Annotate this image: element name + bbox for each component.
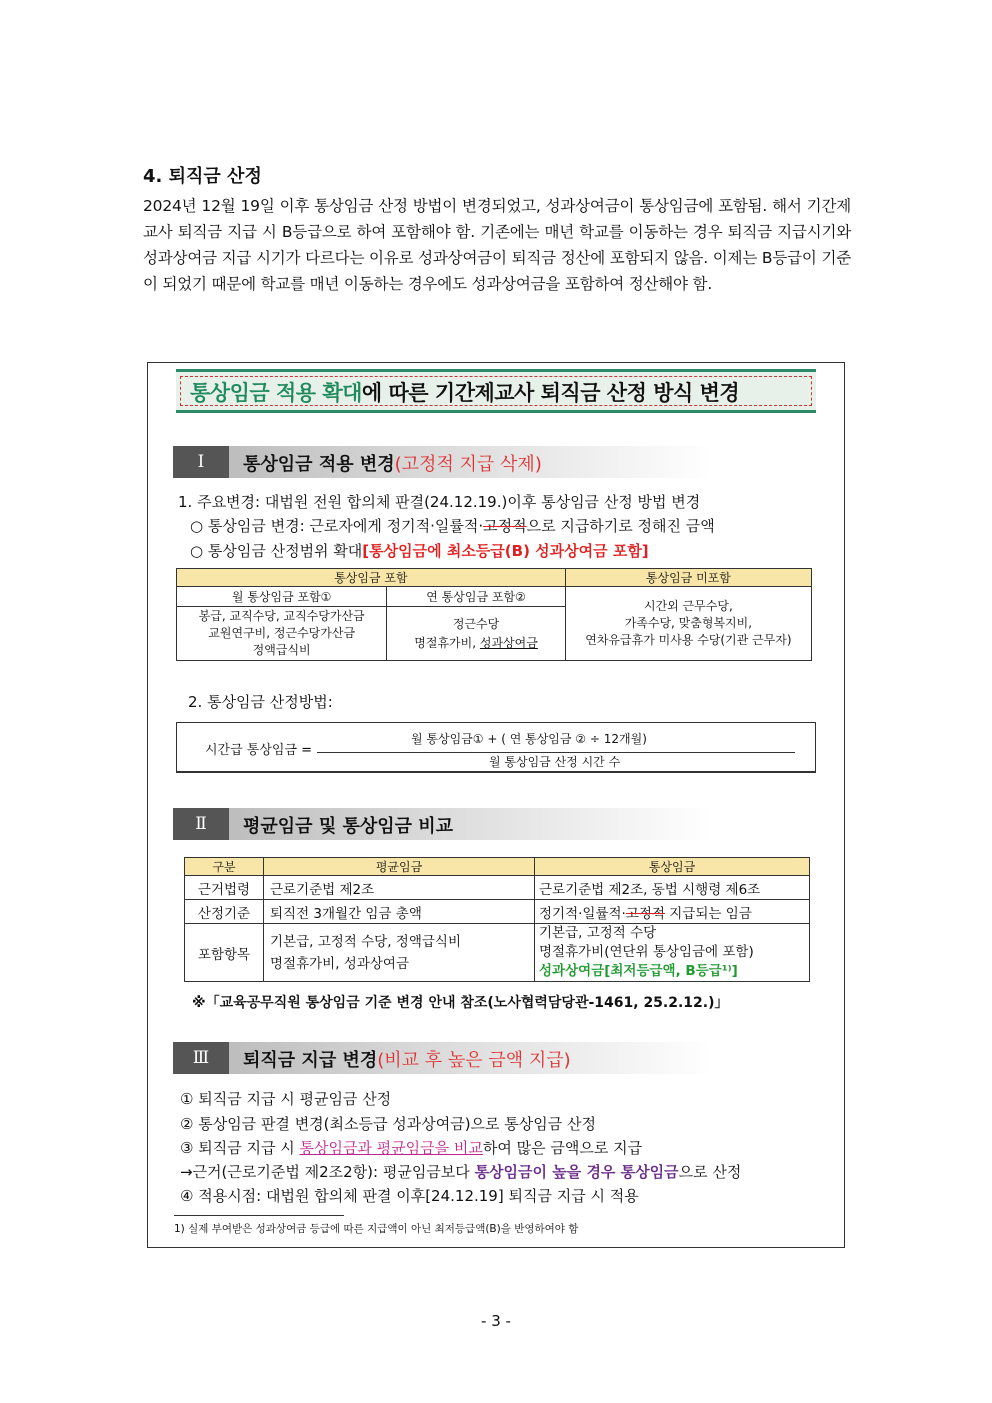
formula-denominator: 월 통상임금 산정 시간 수 <box>489 755 621 769</box>
header-category: 구분 <box>185 858 264 876</box>
header-monthly: 월 통상임금 포함① <box>177 587 387 607</box>
section-3-header <box>173 1042 713 1074</box>
definition-line: ○ 통상임금 변경: 근로자에게 정기적·일률적·고정적으로 지급하기로 정해진 금액 <box>190 517 715 535</box>
header-ordinary-wage: 통상임금 <box>535 858 810 876</box>
formula-lhs: 시간급 통상임금 = <box>205 743 313 758</box>
step-4: ④ 적용시점: 대법원 합의체 판결 이후[24.12.19] 퇴직금 지급 시 적용 <box>180 1187 639 1205</box>
section-3-number: Ⅲ <box>173 1042 229 1074</box>
cell-ordinary: 정기적·일률적·고정적 지급되는 임금 <box>535 900 810 924</box>
banner-title: 통상임금 적용 확대에 따른 기간제교사 퇴직금 산정 방식 변경 <box>190 381 740 405</box>
intro-paragraph: 2024년 12월 19일 이후 통상임금 산정 방법이 변경되었고, 성과상여금이 통상임금에 포함됨. 해서 기간제교사 퇴직금 지급 시 B등급으로 하여 포함해야 함. 기존에는 매년 학교를 이동하는 경우 퇴직금 지급시기와 성과상여금 지급 시기가 다르다는 이유로 성과상여금이 퇴직금 정산에 포함되지 않음. 이제는 B등급이 기준이 되었기 때문에 학교를 매년 이동하는 경우에도 성과상여금을 포함하여 정산해야 함. <box>143 197 851 293</box>
page-number: - 3 - <box>481 1312 511 1330</box>
section-1-header <box>173 446 713 478</box>
step-3: ③ 퇴직금 지급 시 통상임금과 평균임금을 비교하여 많은 금액으로 지급 <box>180 1139 643 1157</box>
step-2: ② 통상임금 판결 변경(최소등급 성과상여금)으로 통상임금 산정 <box>180 1115 597 1133</box>
section-2-header <box>173 808 713 840</box>
excluded-items: 시간외 근무수당, 가족수당, 맞춤형복지비, 연차유급휴가 미사용 수당(기관 근무자) <box>565 587 811 661</box>
cell-average: 퇴직전 3개월간 임금 총액 <box>264 900 535 924</box>
cell-ordinary: 기본급, 고정적 수당 명절휴가비(연단위 통상임금에 포함) 성과상여금[최저등급액, B등급¹⁾] <box>535 924 810 982</box>
wage-inclusion-table <box>176 568 812 661</box>
section-1-title: 통상임금 적용 변경(고정적 지급 삭제) <box>243 454 542 475</box>
row-label: 산정기준 <box>185 900 264 924</box>
section-heading: 4. 퇴직금 산정 <box>143 166 262 187</box>
cell-average: 근로기준법 제2조 <box>264 876 535 900</box>
scope-line: ○ 통상임금 산정범위 확대[통상임금에 최소등급(B) 성과상여금 포함] <box>190 542 649 560</box>
section-3-title: 퇴직금 지급 변경(비교 후 높은 금액 지급) <box>243 1050 571 1071</box>
section-2-title: 평균임금 및 통상임금 비교 <box>243 816 454 837</box>
legal-basis: →근거(근로기준법 제2조2항): 평균임금보다 통상임금이 높을 경우 통상임금으로 산정 <box>180 1163 742 1181</box>
yearly-items: 정근수당 명절휴가비, 성과상여금 <box>387 607 565 661</box>
formula-numerator: 월 통상임금① + ( 연 통상임금 ② ÷ 12개월) <box>411 732 647 746</box>
hourly-wage-formula <box>176 722 816 773</box>
header-yearly: 연 통상임금 포함② <box>387 587 565 607</box>
section-2-number: Ⅱ <box>173 808 229 840</box>
header-excluded: 통상임금 미포함 <box>565 569 811 587</box>
reference-note: ※「교육공무직원 통상임금 기준 변경 안내 참조(노사협력담당관-1461, 25.2.12.)」 <box>192 995 729 1011</box>
method-line: 2. 통상임금 산정방법: <box>188 693 333 711</box>
row-label: 포함항목 <box>185 924 264 982</box>
main-change-line: 1. 주요변경: 대법원 전원 합의체 판결(24.12.19.)이후 통상임금 산정 방법 변경 <box>178 493 701 511</box>
section-1-number: Ⅰ <box>173 446 229 478</box>
infographic-box <box>147 362 845 1248</box>
cell-ordinary: 근로기준법 제2조, 동법 시행령 제6조 <box>535 876 810 900</box>
monthly-items: 봉급, 교직수당, 교직수당가산금 교원연구비, 정근수당가산금 정액급식비 <box>177 607 387 661</box>
row-label: 근거법령 <box>185 876 264 900</box>
wage-comparison-table <box>184 857 810 982</box>
cell-average: 기본급, 고정적 수당, 정액급식비 명절휴가비, 성과상여금 <box>264 924 535 982</box>
banner <box>176 369 816 413</box>
footnote: 1) 실제 부여받은 성과상여금 등급에 따른 지급액이 아닌 최저등급액(B)을 반영하여야 함 <box>174 1223 579 1235</box>
step-1: ① 퇴직금 지급 시 평균임금 산정 <box>180 1090 392 1108</box>
header-included: 통상임금 포함 <box>177 569 566 587</box>
header-average-wage: 평균임금 <box>264 858 535 876</box>
